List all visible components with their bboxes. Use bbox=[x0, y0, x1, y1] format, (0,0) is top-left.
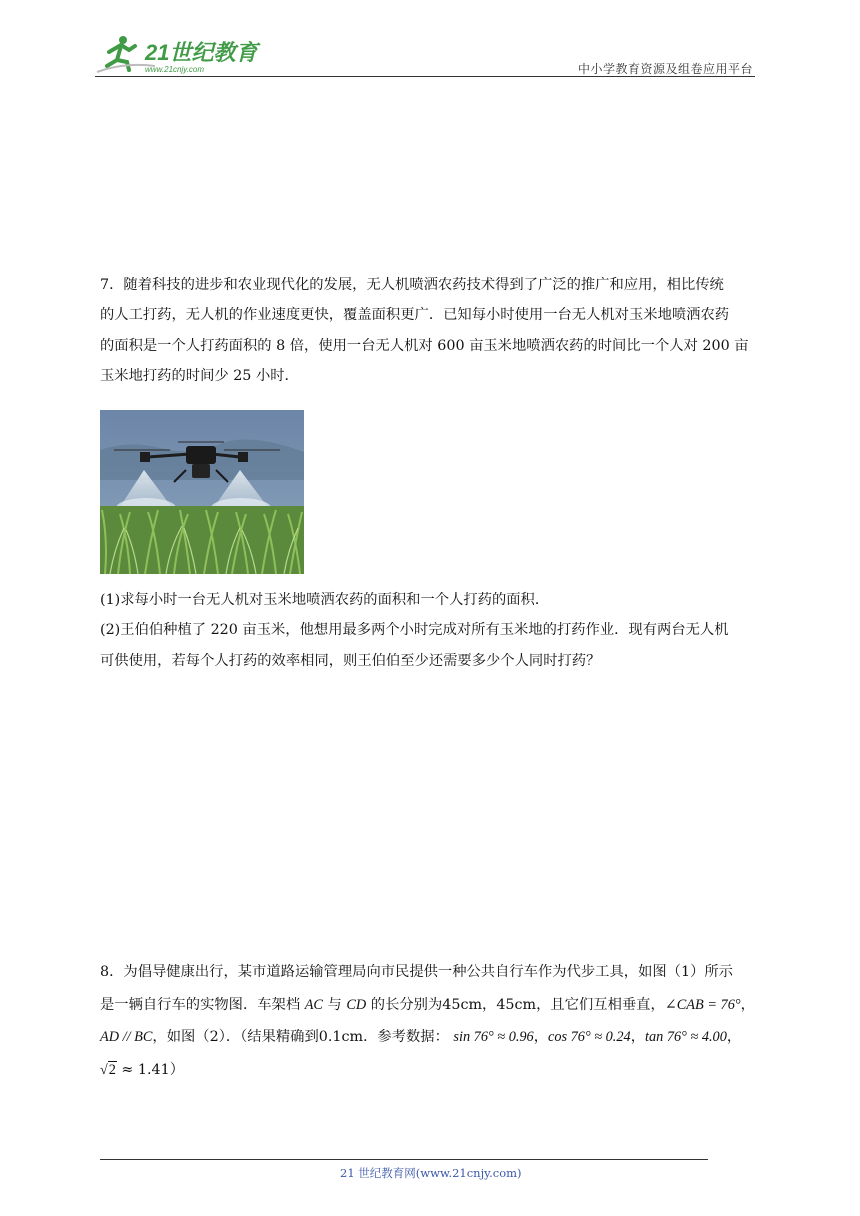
page-header bbox=[95, 32, 755, 78]
logo-21cnjy bbox=[95, 32, 265, 76]
q7-line-2: 的人工打药，无人机的作业速度更快，覆盖面积更广．已知每小时使用一台无人机对玉米地喷洒农药 bbox=[100, 307, 730, 324]
footer-link[interactable]: 21 世纪教育网(www.21cnjy.com) bbox=[340, 1166, 522, 1180]
svg-text:www.21cnjy.com: www.21cnjy.com bbox=[145, 65, 204, 74]
angle-cab: ∠CAB = 76° bbox=[664, 996, 741, 1013]
platform-name: 中小学教育资源及组卷应用平台 bbox=[577, 62, 753, 76]
sin-76: sin 76° ≈ 0.96 bbox=[453, 1029, 534, 1045]
q7-line-3: 的面积是一个人打药面积的 8 倍，使用一台无人机对 600 亩玉米地喷洒农药的时间比一个人对 200 亩 bbox=[100, 337, 749, 354]
sqrt-2 bbox=[100, 1054, 117, 1088]
q8-text: ≈ 1.41） bbox=[116, 1061, 185, 1078]
q8-text: ， bbox=[740, 996, 755, 1013]
radicand: 2 bbox=[108, 1061, 116, 1078]
svg-text:21世纪教育: 21世纪教育 bbox=[145, 40, 258, 65]
header-divider bbox=[95, 76, 755, 77]
q8-text: 的长分别为45cm，45cm，且它们互相垂直， bbox=[366, 996, 665, 1013]
footer-divider bbox=[100, 1159, 708, 1160]
q8-line-3 bbox=[100, 1021, 762, 1054]
q8-line-4 bbox=[100, 1054, 762, 1088]
segment-ac: AC bbox=[304, 996, 323, 1013]
q8-text: ， bbox=[533, 1029, 549, 1045]
q7-line-1: 7．随着科技的进步和农业现代化的发展，无人机喷洒农药技术得到了广泛的推广和应用，相比传统 bbox=[100, 277, 724, 293]
question-7 bbox=[100, 270, 762, 391]
drone-spraying-photo bbox=[100, 410, 304, 574]
page-footer bbox=[100, 1165, 860, 1181]
q8-line-2 bbox=[100, 989, 762, 1022]
q8-text: ，如图（2）．（结果精确到0.1cm．参考数据： bbox=[152, 1029, 449, 1045]
q8-text: ， bbox=[726, 1029, 742, 1045]
parallel-ad-bc: AD // BC bbox=[100, 1029, 153, 1045]
q8-text: 与 bbox=[322, 996, 347, 1013]
q8-line-1: 8．为倡导健康出行，某市道路运输管理局向市民提供一种公共自行车作为代步工具，如图（1）所示 bbox=[100, 964, 733, 980]
q7-part-1: (1)求每小时一台无人机对玉米地喷洒农药的面积和一个人打药的面积． bbox=[100, 592, 550, 608]
question-7-parts bbox=[100, 585, 762, 676]
q8-text: ， bbox=[630, 1029, 645, 1045]
q7-line-4: 玉米地打药的时间少 25 小时． bbox=[100, 367, 299, 384]
tan-76: tan 76° ≈ 4.00 bbox=[644, 1029, 727, 1045]
q7-part-2-line-1: (2)王伯伯种植了 220 亩玉米，他想用最多两个小时完成对所有玉米地的打药作业．现有两台无人机 bbox=[100, 622, 729, 639]
q7-part-2-line-2: 可供使用，若每个人打药的效率相同，则王伯伯至少还需要多少个人同时打药？ bbox=[100, 652, 601, 669]
cos-76: cos 76° ≈ 0.24 bbox=[548, 1029, 631, 1045]
q8-text: 是一辆自行车的实物图．车架档 bbox=[100, 996, 305, 1013]
segment-cd: CD bbox=[346, 996, 367, 1013]
question-8 bbox=[100, 956, 762, 1087]
radical-sign: √ bbox=[100, 1062, 108, 1078]
